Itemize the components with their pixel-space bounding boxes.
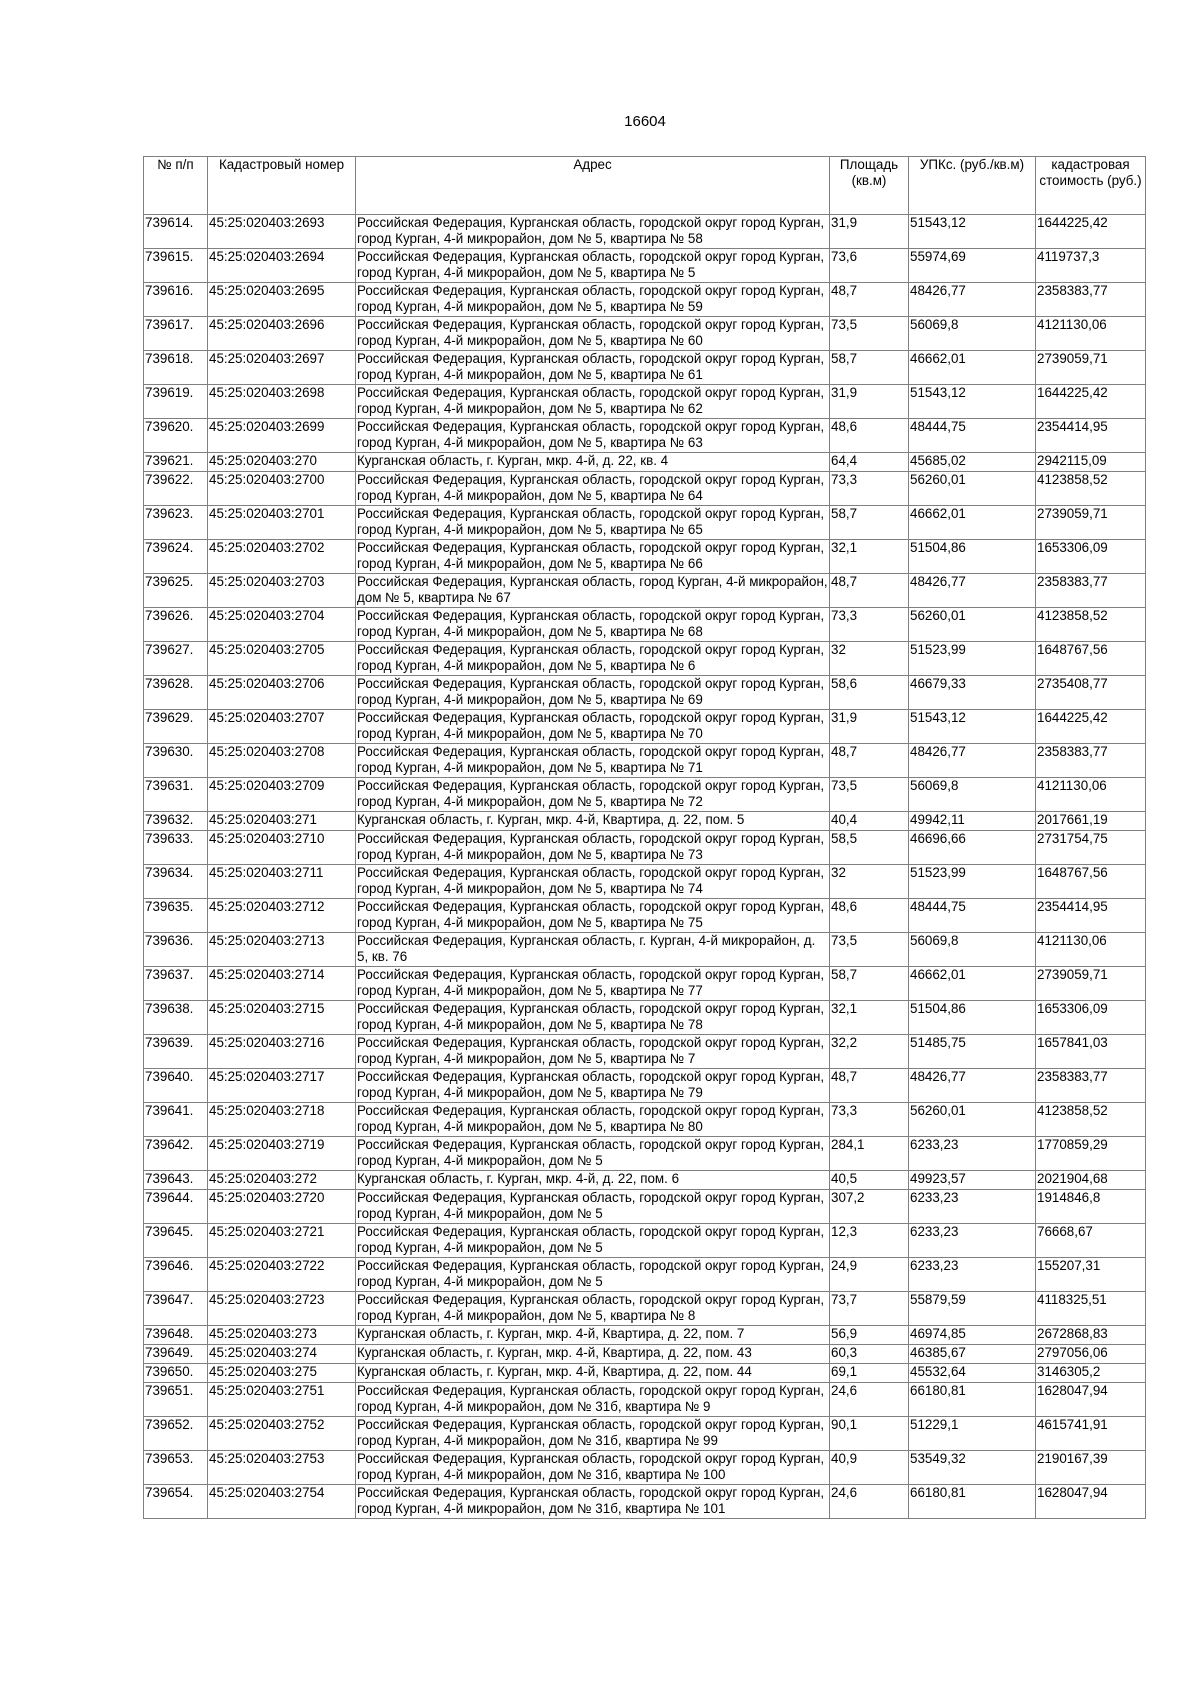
cadastral-cost-cell: 2017661,19 bbox=[1036, 812, 1146, 831]
address-cell: Российская Федерация, Курганская область, городской округ город Курган, город Курган, 4-й микрорайон, дом № 5 bbox=[356, 1224, 830, 1258]
cadastral-cost-cell: 4123858,52 bbox=[1036, 1103, 1146, 1137]
row-number-cell: 739652. bbox=[144, 1417, 208, 1451]
row-number-cell: 739624. bbox=[144, 540, 208, 574]
cadastral-number-cell: 45:25:020403:2700 bbox=[208, 472, 356, 506]
area-cell: 48,7 bbox=[830, 574, 909, 608]
cadastral-cost-cell: 4119737,3 bbox=[1036, 249, 1146, 283]
row-number-cell: 739614. bbox=[144, 215, 208, 249]
address-cell: Российская Федерация, Курганская область, городской округ город Курган, город Курган, 4-й микрорайон, дом № 5, квартира № 74 bbox=[356, 865, 830, 899]
table-row bbox=[144, 1383, 1146, 1417]
address-cell: Российская Федерация, Курганская область, город Курган, 4-й микрорайон, дом № 5, квартира № 67 bbox=[356, 574, 830, 608]
address-cell: Российская Федерация, Курганская область, городской округ город Курган, город Курган, 4-й микрорайон, дом № 5, квартира № 80 bbox=[356, 1103, 830, 1137]
address-cell: Российская Федерация, Курганская область, городской округ город Курган, город Курган, 4-й микрорайон, дом № 5, квартира № 5 bbox=[356, 249, 830, 283]
table-row bbox=[144, 1069, 1146, 1103]
address-cell: Российская Федерация, Курганская область, городской округ город Курган, город Курган, 4-й микрорайон, дом № 31б, квартира № 101 bbox=[356, 1485, 830, 1519]
address-cell: Российская Федерация, Курганская область, городской округ город Курган, город Курган, 4-й микрорайон, дом № 5, квартира № 8 bbox=[356, 1292, 830, 1326]
cadastral-number-cell: 45:25:020403:2697 bbox=[208, 351, 356, 385]
cadastral-cost-cell: 4118325,51 bbox=[1036, 1292, 1146, 1326]
row-number-cell: 739632. bbox=[144, 812, 208, 831]
cadastral-cost-cell: 1770859,29 bbox=[1036, 1137, 1146, 1171]
upks-cell: 51504,86 bbox=[909, 540, 1036, 574]
table-row bbox=[144, 899, 1146, 933]
cadastral-cost-cell: 1653306,09 bbox=[1036, 540, 1146, 574]
row-number-cell: 739640. bbox=[144, 1069, 208, 1103]
address-cell: Российская Федерация, Курганская область, городской округ город Курган, город Курган, 4-й микрорайон, дом № 5, квартира № 62 bbox=[356, 385, 830, 419]
cadastral-number-cell: 45:25:020403:270 bbox=[208, 453, 356, 472]
table-row bbox=[144, 812, 1146, 831]
cadastral-cost-cell: 4123858,52 bbox=[1036, 608, 1146, 642]
cadastral-cost-cell: 2358383,77 bbox=[1036, 1069, 1146, 1103]
upks-cell: 48426,77 bbox=[909, 283, 1036, 317]
table-row bbox=[144, 608, 1146, 642]
row-number-cell: 739621. bbox=[144, 453, 208, 472]
upks-cell: 51543,12 bbox=[909, 710, 1036, 744]
upks-cell: 48426,77 bbox=[909, 1069, 1036, 1103]
table-row bbox=[144, 1417, 1146, 1451]
area-cell: 64,4 bbox=[830, 453, 909, 472]
area-cell: 48,6 bbox=[830, 899, 909, 933]
address-cell: Российская Федерация, Курганская область, городской округ город Курган, город Курган, 4-й микрорайон, дом № 5, квартира № 6 bbox=[356, 642, 830, 676]
cadastral-cost-cell: 2358383,77 bbox=[1036, 283, 1146, 317]
table-row bbox=[144, 1485, 1146, 1519]
cadastral-number-cell: 45:25:020403:2719 bbox=[208, 1137, 356, 1171]
upks-cell: 55879,59 bbox=[909, 1292, 1036, 1326]
cadastral-number-cell: 45:25:020403:2701 bbox=[208, 506, 356, 540]
cadastral-number-cell: 45:25:020403:2754 bbox=[208, 1485, 356, 1519]
area-cell: 32,1 bbox=[830, 540, 909, 574]
cadastral-cost-cell: 4121130,06 bbox=[1036, 933, 1146, 967]
header-cadastral-number: Кадастровый номер bbox=[208, 157, 356, 215]
upks-cell: 51523,99 bbox=[909, 642, 1036, 676]
table-row bbox=[144, 215, 1146, 249]
table-header-row bbox=[144, 157, 1146, 215]
cadastral-number-cell: 45:25:020403:2699 bbox=[208, 419, 356, 453]
cadastral-number-cell: 45:25:020403:2720 bbox=[208, 1190, 356, 1224]
address-cell: Российская Федерация, Курганская область, городской округ город Курган, город Курган, 4-й микрорайон, дом № 31б, квартира № 9 bbox=[356, 1383, 830, 1417]
row-number-cell: 739618. bbox=[144, 351, 208, 385]
upks-cell: 56069,8 bbox=[909, 778, 1036, 812]
area-cell: 73,5 bbox=[830, 778, 909, 812]
table-row bbox=[144, 540, 1146, 574]
table-row bbox=[144, 453, 1146, 472]
table-row bbox=[144, 351, 1146, 385]
address-cell: Курганская область, г. Курган, мкр. 4-й, Квартира, д. 22, пом. 7 bbox=[356, 1326, 830, 1345]
address-cell: Российская Федерация, Курганская область, городской округ город Курган, город Курган, 4-й микрорайон, дом № 5, квартира № 7 bbox=[356, 1035, 830, 1069]
row-number-cell: 739634. bbox=[144, 865, 208, 899]
row-number-cell: 739645. bbox=[144, 1224, 208, 1258]
row-number-cell: 739643. bbox=[144, 1171, 208, 1190]
table-row bbox=[144, 249, 1146, 283]
upks-cell: 6233,23 bbox=[909, 1137, 1036, 1171]
area-cell: 40,5 bbox=[830, 1171, 909, 1190]
area-cell: 90,1 bbox=[830, 1417, 909, 1451]
cadastral-cost-cell: 4121130,06 bbox=[1036, 317, 1146, 351]
cadastral-number-cell: 45:25:020403:2753 bbox=[208, 1451, 356, 1485]
area-cell: 32 bbox=[830, 642, 909, 676]
cadastral-number-cell: 45:25:020403:275 bbox=[208, 1364, 356, 1383]
cadastral-cost-cell: 1648767,56 bbox=[1036, 642, 1146, 676]
cadastral-number-cell: 45:25:020403:2752 bbox=[208, 1417, 356, 1451]
upks-cell: 51485,75 bbox=[909, 1035, 1036, 1069]
cadastral-cost-cell: 2354414,95 bbox=[1036, 419, 1146, 453]
cadastral-number-cell: 45:25:020403:2708 bbox=[208, 744, 356, 778]
cadastral-cost-cell: 2739059,71 bbox=[1036, 967, 1146, 1001]
row-number-cell: 739615. bbox=[144, 249, 208, 283]
header-cadastral-cost: кадастровая стоимость (руб.) bbox=[1036, 157, 1146, 215]
cadastral-cost-cell: 2021904,68 bbox=[1036, 1171, 1146, 1190]
row-number-cell: 739647. bbox=[144, 1292, 208, 1326]
upks-cell: 48444,75 bbox=[909, 899, 1036, 933]
table-row bbox=[144, 1190, 1146, 1224]
cadastral-cost-cell: 4615741,91 bbox=[1036, 1417, 1146, 1451]
cadastral-table bbox=[143, 156, 1146, 1519]
area-cell: 40,9 bbox=[830, 1451, 909, 1485]
row-number-cell: 739626. bbox=[144, 608, 208, 642]
upks-cell: 48426,77 bbox=[909, 744, 1036, 778]
upks-cell: 66180,81 bbox=[909, 1485, 1036, 1519]
cadastral-cost-cell: 1644225,42 bbox=[1036, 215, 1146, 249]
table-row bbox=[144, 1224, 1146, 1258]
cadastral-number-cell: 45:25:020403:2710 bbox=[208, 831, 356, 865]
area-cell: 48,7 bbox=[830, 1069, 909, 1103]
table-row bbox=[144, 1171, 1146, 1190]
row-number-cell: 739654. bbox=[144, 1485, 208, 1519]
area-cell: 58,7 bbox=[830, 351, 909, 385]
upks-cell: 46696,66 bbox=[909, 831, 1036, 865]
address-cell: Российская Федерация, Курганская область, городской округ город Курган, город Курган, 4-й микрорайон, дом № 5, квартира № 77 bbox=[356, 967, 830, 1001]
table-row bbox=[144, 642, 1146, 676]
cadastral-number-cell: 45:25:020403:2696 bbox=[208, 317, 356, 351]
table-row bbox=[144, 419, 1146, 453]
upks-cell: 55974,69 bbox=[909, 249, 1036, 283]
area-cell: 69,1 bbox=[830, 1364, 909, 1383]
table-row bbox=[144, 676, 1146, 710]
upks-cell: 66180,81 bbox=[909, 1383, 1036, 1417]
table-row bbox=[144, 710, 1146, 744]
header-address: Адрес bbox=[356, 157, 830, 215]
address-cell: Российская Федерация, Курганская область, городской округ город Курган, город Курган, 4-й микрорайон, дом № 5, квартира № 71 bbox=[356, 744, 830, 778]
cadastral-number-cell: 45:25:020403:2716 bbox=[208, 1035, 356, 1069]
row-number-cell: 739650. bbox=[144, 1364, 208, 1383]
upks-cell: 45532,64 bbox=[909, 1364, 1036, 1383]
header-area: Площадь (кв.м) bbox=[830, 157, 909, 215]
address-cell: Курганская область, г. Курган, мкр. 4-й, Квартира, д. 22, пом. 44 bbox=[356, 1364, 830, 1383]
address-cell: Российская Федерация, Курганская область, городской округ город Курган, город Курган, 4-й микрорайон, дом № 31б, квартира № 100 bbox=[356, 1451, 830, 1485]
area-cell: 31,9 bbox=[830, 215, 909, 249]
cadastral-cost-cell: 2735408,77 bbox=[1036, 676, 1146, 710]
row-number-cell: 739644. bbox=[144, 1190, 208, 1224]
area-cell: 73,5 bbox=[830, 317, 909, 351]
upks-cell: 46385,67 bbox=[909, 1345, 1036, 1364]
area-cell: 73,3 bbox=[830, 472, 909, 506]
address-cell: Курганская область, г. Курган, мкр. 4-й, д. 22, кв. 4 bbox=[356, 453, 830, 472]
upks-cell: 46662,01 bbox=[909, 967, 1036, 1001]
cadastral-number-cell: 45:25:020403:2721 bbox=[208, 1224, 356, 1258]
cadastral-cost-cell: 1644225,42 bbox=[1036, 385, 1146, 419]
upks-cell: 53549,32 bbox=[909, 1451, 1036, 1485]
table-row bbox=[144, 574, 1146, 608]
table-row bbox=[144, 1001, 1146, 1035]
area-cell: 32 bbox=[830, 865, 909, 899]
upks-cell: 48426,77 bbox=[909, 574, 1036, 608]
table-row bbox=[144, 1258, 1146, 1292]
area-cell: 73,7 bbox=[830, 1292, 909, 1326]
row-number-cell: 739635. bbox=[144, 899, 208, 933]
cadastral-cost-cell: 2358383,77 bbox=[1036, 744, 1146, 778]
row-number-cell: 739619. bbox=[144, 385, 208, 419]
table-row bbox=[144, 1326, 1146, 1345]
upks-cell: 49923,57 bbox=[909, 1171, 1036, 1190]
table-row bbox=[144, 778, 1146, 812]
address-cell: Курганская область, г. Курган, мкр. 4-й, Квартира, д. 22, пом. 5 bbox=[356, 812, 830, 831]
row-number-cell: 739617. bbox=[144, 317, 208, 351]
cadastral-number-cell: 45:25:020403:2705 bbox=[208, 642, 356, 676]
cadastral-number-cell: 45:25:020403:2709 bbox=[208, 778, 356, 812]
upks-cell: 51543,12 bbox=[909, 385, 1036, 419]
row-number-cell: 739642. bbox=[144, 1137, 208, 1171]
cadastral-cost-cell: 1628047,94 bbox=[1036, 1485, 1146, 1519]
area-cell: 73,3 bbox=[830, 608, 909, 642]
address-cell: Российская Федерация, Курганская область, городской округ город Курган, город Курган, 4-й микрорайон, дом № 5, квартира № 72 bbox=[356, 778, 830, 812]
address-cell: Российская Федерация, Курганская область, городской округ город Курган, город Курган, 4-й микрорайон, дом № 5, квартира № 59 bbox=[356, 283, 830, 317]
area-cell: 73,5 bbox=[830, 933, 909, 967]
cadastral-number-cell: 45:25:020403:2714 bbox=[208, 967, 356, 1001]
row-number-cell: 739653. bbox=[144, 1451, 208, 1485]
area-cell: 58,7 bbox=[830, 506, 909, 540]
cadastral-cost-cell: 3146305,2 bbox=[1036, 1364, 1146, 1383]
address-cell: Российская Федерация, Курганская область, городской округ город Курган, город Курган, 4-й микрорайон, дом № 5, квартира № 70 bbox=[356, 710, 830, 744]
area-cell: 24,9 bbox=[830, 1258, 909, 1292]
area-cell: 40,4 bbox=[830, 812, 909, 831]
cadastral-number-cell: 45:25:020403:2693 bbox=[208, 215, 356, 249]
address-cell: Российская Федерация, Курганская область, городской округ город Курган, город Курган, 4-й микрорайон, дом № 5, квартира № 78 bbox=[356, 1001, 830, 1035]
cadastral-cost-cell: 1648767,56 bbox=[1036, 865, 1146, 899]
row-number-cell: 739620. bbox=[144, 419, 208, 453]
row-number-cell: 739629. bbox=[144, 710, 208, 744]
table-row bbox=[144, 1292, 1146, 1326]
area-cell: 58,5 bbox=[830, 831, 909, 865]
table-row bbox=[144, 1451, 1146, 1485]
cadastral-number-cell: 45:25:020403:2704 bbox=[208, 608, 356, 642]
cadastral-number-cell: 45:25:020403:273 bbox=[208, 1326, 356, 1345]
cadastral-number-cell: 45:25:020403:2751 bbox=[208, 1383, 356, 1417]
area-cell: 73,3 bbox=[830, 1103, 909, 1137]
row-number-cell: 739641. bbox=[144, 1103, 208, 1137]
address-cell: Российская Федерация, Курганская область, городской округ город Курган, город Курган, 4-й микрорайон, дом № 31б, квартира № 99 bbox=[356, 1417, 830, 1451]
cadastral-number-cell: 45:25:020403:2703 bbox=[208, 574, 356, 608]
row-number-cell: 739648. bbox=[144, 1326, 208, 1345]
address-cell: Российская Федерация, Курганская область, городской округ город Курган, город Курган, 4-й микрорайон, дом № 5, квартира № 68 bbox=[356, 608, 830, 642]
upks-cell: 46662,01 bbox=[909, 351, 1036, 385]
cadastral-number-cell: 45:25:020403:271 bbox=[208, 812, 356, 831]
address-cell: Российская Федерация, Курганская область, городской округ город Курган, город Курган, 4-й микрорайон, дом № 5 bbox=[356, 1190, 830, 1224]
row-number-cell: 739639. bbox=[144, 1035, 208, 1069]
row-number-cell: 739649. bbox=[144, 1345, 208, 1364]
upks-cell: 56069,8 bbox=[909, 317, 1036, 351]
table-row bbox=[144, 472, 1146, 506]
cadastral-cost-cell: 2739059,71 bbox=[1036, 351, 1146, 385]
upks-cell: 6233,23 bbox=[909, 1224, 1036, 1258]
address-cell: Российская Федерация, Курганская область, городской округ город Курган, город Курган, 4-й микрорайон, дом № 5, квартира № 69 bbox=[356, 676, 830, 710]
row-number-cell: 739636. bbox=[144, 933, 208, 967]
cadastral-cost-cell: 4123858,52 bbox=[1036, 472, 1146, 506]
table-row bbox=[144, 1137, 1146, 1171]
cadastral-cost-cell: 2739059,71 bbox=[1036, 506, 1146, 540]
area-cell: 73,6 bbox=[830, 249, 909, 283]
cadastral-number-cell: 45:25:020403:2715 bbox=[208, 1001, 356, 1035]
area-cell: 48,7 bbox=[830, 283, 909, 317]
upks-cell: 51229,1 bbox=[909, 1417, 1036, 1451]
cadastral-number-cell: 45:25:020403:2718 bbox=[208, 1103, 356, 1137]
cadastral-cost-cell: 1914846,8 bbox=[1036, 1190, 1146, 1224]
cadastral-cost-cell: 2797056,06 bbox=[1036, 1345, 1146, 1364]
upks-cell: 46974,85 bbox=[909, 1326, 1036, 1345]
table-row bbox=[144, 744, 1146, 778]
address-cell: Курганская область, г. Курган, мкр. 4-й, Квартира, д. 22, пом. 43 bbox=[356, 1345, 830, 1364]
upks-cell: 6233,23 bbox=[909, 1258, 1036, 1292]
area-cell: 60,3 bbox=[830, 1345, 909, 1364]
upks-cell: 56260,01 bbox=[909, 608, 1036, 642]
table-row bbox=[144, 1103, 1146, 1137]
row-number-cell: 739627. bbox=[144, 642, 208, 676]
cadastral-number-cell: 45:25:020403:2702 bbox=[208, 540, 356, 574]
cadastral-number-cell: 45:25:020403:2723 bbox=[208, 1292, 356, 1326]
cadastral-number-cell: 45:25:020403:2717 bbox=[208, 1069, 356, 1103]
area-cell: 58,7 bbox=[830, 967, 909, 1001]
cadastral-cost-cell: 4121130,06 bbox=[1036, 778, 1146, 812]
table-row bbox=[144, 967, 1146, 1001]
table-row bbox=[144, 506, 1146, 540]
address-cell: Российская Федерация, Курганская область, городской округ город Курган, город Курган, 4-й микрорайон, дом № 5, квартира № 63 bbox=[356, 419, 830, 453]
cadastral-number-cell: 45:25:020403:2698 bbox=[208, 385, 356, 419]
cadastral-cost-cell: 2672868,83 bbox=[1036, 1326, 1146, 1345]
address-cell: Курганская область, г. Курган, мкр. 4-й, д. 22, пом. 6 bbox=[356, 1171, 830, 1190]
cadastral-cost-cell: 1644225,42 bbox=[1036, 710, 1146, 744]
upks-cell: 46679,33 bbox=[909, 676, 1036, 710]
area-cell: 56,9 bbox=[830, 1326, 909, 1345]
upks-cell: 56069,8 bbox=[909, 933, 1036, 967]
header-upks: УПКс. (руб./кв.м) bbox=[909, 157, 1036, 215]
row-number-cell: 739625. bbox=[144, 574, 208, 608]
upks-cell: 48444,75 bbox=[909, 419, 1036, 453]
address-cell: Российская Федерация, Курганская область, городской округ город Курган, город Курган, 4-й микрорайон, дом № 5, квартира № 66 bbox=[356, 540, 830, 574]
area-cell: 48,7 bbox=[830, 744, 909, 778]
cadastral-cost-cell: 1628047,94 bbox=[1036, 1383, 1146, 1417]
table-row bbox=[144, 831, 1146, 865]
cadastral-number-cell: 45:25:020403:2694 bbox=[208, 249, 356, 283]
cadastral-cost-cell: 2358383,77 bbox=[1036, 574, 1146, 608]
row-number-cell: 739630. bbox=[144, 744, 208, 778]
upks-cell: 56260,01 bbox=[909, 472, 1036, 506]
upks-cell: 51523,99 bbox=[909, 865, 1036, 899]
cadastral-cost-cell: 1653306,09 bbox=[1036, 1001, 1146, 1035]
upks-cell: 46662,01 bbox=[909, 506, 1036, 540]
cadastral-number-cell: 45:25:020403:2707 bbox=[208, 710, 356, 744]
cadastral-number-cell: 45:25:020403:2722 bbox=[208, 1258, 356, 1292]
upks-cell: 6233,23 bbox=[909, 1190, 1036, 1224]
table-row bbox=[144, 1364, 1146, 1383]
cadastral-cost-cell: 2731754,75 bbox=[1036, 831, 1146, 865]
address-cell: Российская Федерация, Курганская область, г. Курган, 4-й микрорайон, д. 5, кв. 76 bbox=[356, 933, 830, 967]
cadastral-number-cell: 45:25:020403:2713 bbox=[208, 933, 356, 967]
address-cell: Российская Федерация, Курганская область, городской округ город Курган, город Курган, 4-й микрорайон, дом № 5, квартира № 75 bbox=[356, 899, 830, 933]
address-cell: Российская Федерация, Курганская область, городской округ город Курган, город Курган, 4-й микрорайон, дом № 5, квартира № 61 bbox=[356, 351, 830, 385]
page-number: 16604 bbox=[624, 113, 666, 130]
cadastral-cost-cell: 76668,67 bbox=[1036, 1224, 1146, 1258]
address-cell: Российская Федерация, Курганская область, городской округ город Курган, город Курган, 4-й микрорайон, дом № 5, квартира № 58 bbox=[356, 215, 830, 249]
area-cell: 284,1 bbox=[830, 1137, 909, 1171]
row-number-cell: 739623. bbox=[144, 506, 208, 540]
row-number-cell: 739633. bbox=[144, 831, 208, 865]
cadastral-cost-cell: 2190167,39 bbox=[1036, 1451, 1146, 1485]
cadastral-cost-cell: 155207,31 bbox=[1036, 1258, 1146, 1292]
row-number-cell: 739651. bbox=[144, 1383, 208, 1417]
row-number-cell: 739616. bbox=[144, 283, 208, 317]
table-row bbox=[144, 385, 1146, 419]
address-cell: Российская Федерация, Курганская область, городской округ город Курган, город Курган, 4-й микрорайон, дом № 5, квартира № 64 bbox=[356, 472, 830, 506]
area-cell: 12,3 bbox=[830, 1224, 909, 1258]
address-cell: Российская Федерация, Курганская область, городской округ город Курган, город Курган, 4-й микрорайон, дом № 5, квартира № 65 bbox=[356, 506, 830, 540]
address-cell: Российская Федерация, Курганская область, городской округ город Курган, город Курган, 4-й микрорайон, дом № 5 bbox=[356, 1258, 830, 1292]
cadastral-number-cell: 45:25:020403:2706 bbox=[208, 676, 356, 710]
cadastral-number-cell: 45:25:020403:2695 bbox=[208, 283, 356, 317]
area-cell: 48,6 bbox=[830, 419, 909, 453]
table-row bbox=[144, 317, 1146, 351]
table-row bbox=[144, 283, 1146, 317]
row-number-cell: 739631. bbox=[144, 778, 208, 812]
address-cell: Российская Федерация, Курганская область, городской округ город Курган, город Курган, 4-й микрорайон, дом № 5, квартира № 73 bbox=[356, 831, 830, 865]
table-row bbox=[144, 865, 1146, 899]
table-row bbox=[144, 1345, 1146, 1364]
area-cell: 24,6 bbox=[830, 1383, 909, 1417]
address-cell: Российская Федерация, Курганская область, городской округ город Курган, город Курган, 4-й микрорайон, дом № 5, квартира № 60 bbox=[356, 317, 830, 351]
area-cell: 32,2 bbox=[830, 1035, 909, 1069]
address-cell: Российская Федерация, Курганская область, городской округ город Курган, город Курган, 4-й микрорайон, дом № 5 bbox=[356, 1137, 830, 1171]
area-cell: 32,1 bbox=[830, 1001, 909, 1035]
upks-cell: 49942,11 bbox=[909, 812, 1036, 831]
upks-cell: 51543,12 bbox=[909, 215, 1036, 249]
cadastral-cost-cell: 2942115,09 bbox=[1036, 453, 1146, 472]
area-cell: 31,9 bbox=[830, 710, 909, 744]
row-number-cell: 739622. bbox=[144, 472, 208, 506]
area-cell: 31,9 bbox=[830, 385, 909, 419]
upks-cell: 51504,86 bbox=[909, 1001, 1036, 1035]
cadastral-number-cell: 45:25:020403:2711 bbox=[208, 865, 356, 899]
row-number-cell: 739646. bbox=[144, 1258, 208, 1292]
cadastral-number-cell: 45:25:020403:2712 bbox=[208, 899, 356, 933]
row-number-cell: 739638. bbox=[144, 1001, 208, 1035]
upks-cell: 56260,01 bbox=[909, 1103, 1036, 1137]
area-cell: 24,6 bbox=[830, 1485, 909, 1519]
row-number-cell: 739637. bbox=[144, 967, 208, 1001]
row-number-cell: 739628. bbox=[144, 676, 208, 710]
upks-cell: 45685,02 bbox=[909, 453, 1036, 472]
cadastral-number-cell: 45:25:020403:274 bbox=[208, 1345, 356, 1364]
header-number: № п/п bbox=[144, 157, 208, 215]
cadastral-number-cell: 45:25:020403:272 bbox=[208, 1171, 356, 1190]
cadastral-cost-cell: 2354414,95 bbox=[1036, 899, 1146, 933]
table-row bbox=[144, 933, 1146, 967]
cadastral-cost-cell: 1657841,03 bbox=[1036, 1035, 1146, 1069]
table-row bbox=[144, 1035, 1146, 1069]
area-cell: 307,2 bbox=[830, 1190, 909, 1224]
area-cell: 58,6 bbox=[830, 676, 909, 710]
address-cell: Российская Федерация, Курганская область, городской округ город Курган, город Курган, 4-й микрорайон, дом № 5, квартира № 79 bbox=[356, 1069, 830, 1103]
